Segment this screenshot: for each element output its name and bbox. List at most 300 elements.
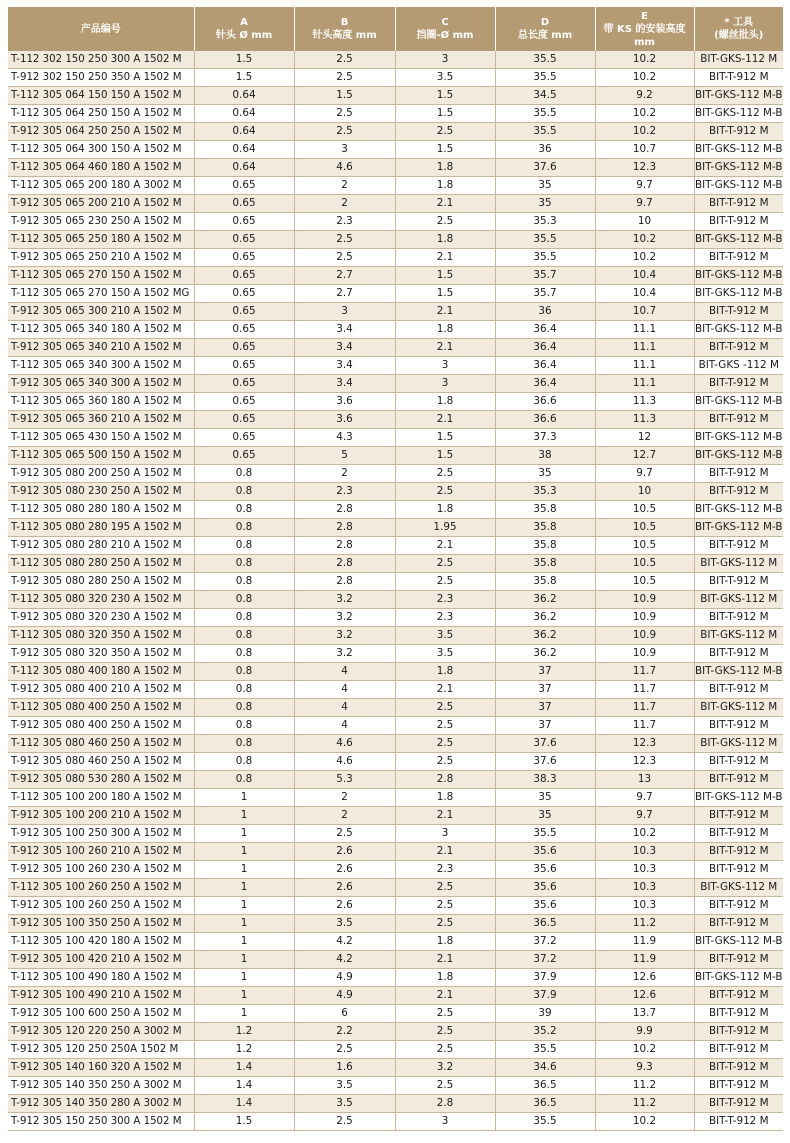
cell-needle-diameter: 1 xyxy=(194,969,294,987)
cell-collar-diameter: 2.5 xyxy=(395,555,495,573)
cell-needle-height: 5 xyxy=(294,447,395,465)
cell-tool: BIT-GKS-112 M xyxy=(694,627,783,645)
cell-product-code: T-112 305 080 320 230 A 1502 M xyxy=(8,591,194,609)
cell-needle-diameter: 0.8 xyxy=(194,591,294,609)
cell-total-length: 36.5 xyxy=(495,1077,595,1095)
cell-needle-height: 2 xyxy=(294,465,395,483)
cell-needle-height: 2.8 xyxy=(294,573,395,591)
table-row xyxy=(8,969,783,987)
cell-total-length: 36.4 xyxy=(495,321,595,339)
cell-collar-diameter: 3.5 xyxy=(395,645,495,663)
cell-install-height: 10 xyxy=(595,483,694,501)
cell-product-code: T-912 305 140 350 250 A 3002 M xyxy=(8,1077,194,1095)
cell-needle-diameter: 1 xyxy=(194,897,294,915)
cell-needle-height: 2 xyxy=(294,177,395,195)
table-row xyxy=(8,69,783,87)
cell-needle-height: 2.5 xyxy=(294,231,395,249)
cell-needle-height: 4 xyxy=(294,663,395,681)
cell-needle-height: 2.5 xyxy=(294,123,395,141)
table-row xyxy=(8,1005,783,1023)
cell-product-code: T-112 305 080 280 180 A 1502 M xyxy=(8,501,194,519)
cell-tool: BIT-GKS-112 M-B xyxy=(694,105,783,123)
cell-tool: BIT-GKS-112 M xyxy=(694,591,783,609)
cell-tool: BIT-T-912 M xyxy=(694,1041,783,1059)
table-row xyxy=(8,645,783,663)
cell-install-height: 10.5 xyxy=(595,555,694,573)
table-row xyxy=(8,411,783,429)
cell-needle-height: 3.6 xyxy=(294,393,395,411)
cell-needle-diameter: 1 xyxy=(194,861,294,879)
cell-needle-height: 2.2 xyxy=(294,1023,395,1041)
cell-install-height: 11.7 xyxy=(595,717,694,735)
cell-needle-height: 4.3 xyxy=(294,429,395,447)
cell-collar-diameter: 2.5 xyxy=(395,573,495,591)
cell-needle-height: 2.7 xyxy=(294,285,395,303)
cell-needle-diameter: 1 xyxy=(194,915,294,933)
cell-tool: BIT-T-912 M xyxy=(694,609,783,627)
table-row xyxy=(8,249,783,267)
table-row xyxy=(8,123,783,141)
cell-total-length: 35 xyxy=(495,789,595,807)
cell-tool: BIT-GKS-112 M-B xyxy=(694,933,783,951)
cell-needle-diameter: 1.5 xyxy=(194,1113,294,1131)
cell-needle-height: 2.6 xyxy=(294,879,395,897)
cell-tool: BIT-T-912 M xyxy=(694,681,783,699)
cell-needle-diameter: 1.4 xyxy=(194,1095,294,1113)
cell-install-height: 10.2 xyxy=(595,51,694,69)
cell-total-length: 37.9 xyxy=(495,987,595,1005)
table-row xyxy=(8,771,783,789)
cell-install-height: 10.3 xyxy=(595,897,694,915)
cell-needle-height: 3.5 xyxy=(294,1095,395,1113)
cell-tool: BIT-T-912 M xyxy=(694,195,783,213)
cell-product-code: T-912 305 100 260 230 A 1502 M xyxy=(8,861,194,879)
cell-product-code: T-912 302 150 250 350 A 1502 M xyxy=(8,69,194,87)
cell-tool: BIT-T-912 M xyxy=(694,645,783,663)
table-row xyxy=(8,1113,783,1131)
cell-needle-diameter: 0.65 xyxy=(194,411,294,429)
table-row xyxy=(8,465,783,483)
cell-needle-height: 2.5 xyxy=(294,1041,395,1059)
cell-product-code: T-912 305 100 490 210 A 1502 M xyxy=(8,987,194,1005)
cell-needle-height: 2.5 xyxy=(294,1113,395,1131)
cell-tool: BIT-GKS-112 M-B xyxy=(694,285,783,303)
cell-install-height: 10.5 xyxy=(595,519,694,537)
table-row xyxy=(8,555,783,573)
cell-product-code: T-112 305 065 430 150 A 1502 M xyxy=(8,429,194,447)
cell-needle-diameter: 0.8 xyxy=(194,555,294,573)
cell-product-code: T-912 305 150 250 300 A 1502 M xyxy=(8,1113,194,1131)
cell-total-length: 36.2 xyxy=(495,645,595,663)
cell-product-code: T-912 305 080 400 210 A 1502 M xyxy=(8,681,194,699)
cell-needle-diameter: 0.64 xyxy=(194,141,294,159)
cell-collar-diameter: 2.5 xyxy=(395,1077,495,1095)
cell-needle-diameter: 1.2 xyxy=(194,1023,294,1041)
cell-needle-height: 3.4 xyxy=(294,357,395,375)
cell-product-code: T-112 305 064 300 150 A 1502 M xyxy=(8,141,194,159)
cell-collar-diameter: 1.5 xyxy=(395,447,495,465)
cell-tool: BIT-GKS-112 M-B xyxy=(694,969,783,987)
cell-collar-diameter: 2.1 xyxy=(395,411,495,429)
cell-collar-diameter: 1.5 xyxy=(395,429,495,447)
cell-install-height: 12 xyxy=(595,429,694,447)
table-row xyxy=(8,1077,783,1095)
header-install-height: E 带 KS 的安装高度 mm xyxy=(595,7,694,51)
cell-total-length: 36 xyxy=(495,141,595,159)
cell-needle-height: 2.8 xyxy=(294,537,395,555)
cell-product-code: T-112 305 100 260 250 A 1502 M xyxy=(8,879,194,897)
cell-product-code: T-112 305 065 270 150 A 1502 M xyxy=(8,267,194,285)
cell-collar-diameter: 1.95 xyxy=(395,519,495,537)
cell-total-length: 35.3 xyxy=(495,213,595,231)
table-row xyxy=(8,357,783,375)
cell-needle-diameter: 0.8 xyxy=(194,645,294,663)
table-row xyxy=(8,303,783,321)
cell-needle-diameter: 1 xyxy=(194,789,294,807)
cell-total-length: 35.8 xyxy=(495,519,595,537)
cell-tool: BIT-GKS-112 M xyxy=(694,51,783,69)
cell-collar-diameter: 2.5 xyxy=(395,1023,495,1041)
cell-tool: BIT-GKS-112 M xyxy=(694,699,783,717)
cell-product-code: T-112 305 065 360 180 A 1502 M xyxy=(8,393,194,411)
cell-install-height: 12.7 xyxy=(595,447,694,465)
cell-needle-height: 2.5 xyxy=(294,825,395,843)
cell-needle-diameter: 0.65 xyxy=(194,177,294,195)
cell-product-code: T-912 305 065 300 210 A 1502 M xyxy=(8,303,194,321)
table-row xyxy=(8,177,783,195)
cell-needle-height: 3.2 xyxy=(294,627,395,645)
table-row xyxy=(8,861,783,879)
table-row xyxy=(8,591,783,609)
cell-install-height: 13.7 xyxy=(595,1005,694,1023)
cell-install-height: 9.3 xyxy=(595,1059,694,1077)
cell-needle-height: 2.5 xyxy=(294,51,395,69)
cell-total-length: 35.7 xyxy=(495,285,595,303)
cell-install-height: 11.2 xyxy=(595,1095,694,1113)
cell-tool: BIT-T-912 M xyxy=(694,411,783,429)
cell-collar-diameter: 1.5 xyxy=(395,141,495,159)
cell-product-code: T-112 305 080 400 180 A 1502 M xyxy=(8,663,194,681)
cell-tool: BIT-T-912 M xyxy=(694,807,783,825)
cell-needle-height: 4.2 xyxy=(294,933,395,951)
cell-collar-diameter: 2.1 xyxy=(395,987,495,1005)
cell-total-length: 35.7 xyxy=(495,267,595,285)
cell-collar-diameter: 1.8 xyxy=(395,969,495,987)
cell-product-code: T-912 305 100 260 250 A 1502 M xyxy=(8,897,194,915)
header-collar-diameter: C 挡圈-Ø mm xyxy=(395,7,495,51)
cell-needle-height: 2.8 xyxy=(294,501,395,519)
cell-collar-diameter: 2.8 xyxy=(395,771,495,789)
cell-tool: BIT-GKS-112 M-B xyxy=(694,447,783,465)
table-row xyxy=(8,285,783,303)
cell-total-length: 37 xyxy=(495,699,595,717)
cell-total-length: 37.6 xyxy=(495,753,595,771)
cell-product-code: T-912 305 100 350 250 A 1502 M xyxy=(8,915,194,933)
cell-collar-diameter: 1.8 xyxy=(395,321,495,339)
cell-needle-diameter: 0.8 xyxy=(194,483,294,501)
cell-needle-height: 4.9 xyxy=(294,969,395,987)
cell-total-length: 37.2 xyxy=(495,951,595,969)
table-row xyxy=(8,393,783,411)
cell-tool: BIT-GKS-112 M xyxy=(694,555,783,573)
cell-install-height: 11.7 xyxy=(595,699,694,717)
cell-tool: BIT-T-912 M xyxy=(694,375,783,393)
cell-collar-diameter: 2.5 xyxy=(395,465,495,483)
cell-product-code: T-912 305 080 400 250 A 1502 M xyxy=(8,717,194,735)
cell-tool: BIT-T-912 M xyxy=(694,339,783,357)
cell-needle-height: 3.2 xyxy=(294,645,395,663)
cell-collar-diameter: 2.5 xyxy=(395,753,495,771)
cell-needle-diameter: 0.65 xyxy=(194,285,294,303)
table-row xyxy=(8,1023,783,1041)
cell-collar-diameter: 2.5 xyxy=(395,123,495,141)
cell-needle-height: 2 xyxy=(294,195,395,213)
cell-tool: BIT-T-912 M xyxy=(694,573,783,591)
cell-tool: BIT-T-912 M xyxy=(694,123,783,141)
cell-total-length: 35 xyxy=(495,465,595,483)
table-row xyxy=(8,501,783,519)
cell-install-height: 10.4 xyxy=(595,285,694,303)
cell-product-code: T-912 305 100 200 210 A 1502 M xyxy=(8,807,194,825)
table-row xyxy=(8,735,783,753)
cell-needle-diameter: 0.65 xyxy=(194,357,294,375)
table-row xyxy=(8,753,783,771)
cell-collar-diameter: 3 xyxy=(395,1113,495,1131)
cell-total-length: 37.6 xyxy=(495,735,595,753)
cell-tool: BIT-GKS -112 M xyxy=(694,357,783,375)
table-row xyxy=(8,87,783,105)
cell-tool: BIT-T-912 M xyxy=(694,1059,783,1077)
table-row xyxy=(8,105,783,123)
cell-total-length: 35.5 xyxy=(495,69,595,87)
cell-install-height: 11.1 xyxy=(595,357,694,375)
table-row xyxy=(8,825,783,843)
cell-collar-diameter: 3 xyxy=(395,51,495,69)
cell-product-code: T-912 305 100 420 210 A 1502 M xyxy=(8,951,194,969)
cell-install-height: 10.2 xyxy=(595,825,694,843)
cell-needle-height: 3.4 xyxy=(294,321,395,339)
cell-total-length: 35.6 xyxy=(495,879,595,897)
cell-needle-diameter: 0.8 xyxy=(194,735,294,753)
cell-total-length: 36.5 xyxy=(495,1095,595,1113)
cell-tool: BIT-GKS-112 M-B xyxy=(694,663,783,681)
cell-collar-diameter: 2.5 xyxy=(395,897,495,915)
cell-install-height: 11.7 xyxy=(595,663,694,681)
cell-total-length: 35.8 xyxy=(495,555,595,573)
cell-collar-diameter: 1.8 xyxy=(395,393,495,411)
cell-collar-diameter: 1.8 xyxy=(395,177,495,195)
cell-needle-height: 2.3 xyxy=(294,213,395,231)
cell-needle-diameter: 1 xyxy=(194,807,294,825)
cell-needle-diameter: 1.5 xyxy=(194,69,294,87)
cell-total-length: 36.2 xyxy=(495,591,595,609)
cell-needle-diameter: 1 xyxy=(194,1005,294,1023)
cell-total-length: 37 xyxy=(495,717,595,735)
cell-total-length: 35.6 xyxy=(495,897,595,915)
cell-needle-diameter: 0.64 xyxy=(194,159,294,177)
cell-needle-diameter: 0.8 xyxy=(194,771,294,789)
cell-collar-diameter: 1.8 xyxy=(395,933,495,951)
cell-collar-diameter: 2.1 xyxy=(395,807,495,825)
cell-install-height: 10.4 xyxy=(595,267,694,285)
cell-tool: BIT-T-912 M xyxy=(694,753,783,771)
table-row xyxy=(8,231,783,249)
cell-collar-diameter: 1.5 xyxy=(395,285,495,303)
cell-needle-diameter: 0.64 xyxy=(194,123,294,141)
cell-needle-height: 3.4 xyxy=(294,339,395,357)
cell-tool: BIT-T-912 M xyxy=(694,825,783,843)
cell-collar-diameter: 3 xyxy=(395,825,495,843)
cell-product-code: T-912 305 100 600 250 A 1502 M xyxy=(8,1005,194,1023)
cell-install-height: 9.7 xyxy=(595,195,694,213)
cell-needle-height: 4 xyxy=(294,699,395,717)
cell-needle-height: 3.5 xyxy=(294,915,395,933)
cell-total-length: 36.5 xyxy=(495,915,595,933)
cell-install-height: 11.3 xyxy=(595,393,694,411)
cell-needle-diameter: 0.65 xyxy=(194,429,294,447)
cell-collar-diameter: 2.5 xyxy=(395,879,495,897)
cell-product-code: T-112 305 065 270 150 A 1502 MG xyxy=(8,285,194,303)
cell-install-height: 10.9 xyxy=(595,609,694,627)
cell-collar-diameter: 1.8 xyxy=(395,663,495,681)
table-row xyxy=(8,537,783,555)
cell-tool: BIT-GKS-112 M-B xyxy=(694,87,783,105)
cell-needle-height: 4.2 xyxy=(294,951,395,969)
table-row xyxy=(8,141,783,159)
cell-needle-height: 3 xyxy=(294,141,395,159)
cell-product-code: T-112 305 100 200 180 A 1502 M xyxy=(8,789,194,807)
cell-collar-diameter: 1.8 xyxy=(395,231,495,249)
cell-needle-height: 3.2 xyxy=(294,609,395,627)
cell-needle-diameter: 0.8 xyxy=(194,699,294,717)
header-needle-height: B 针头高度 mm xyxy=(294,7,395,51)
table-row xyxy=(8,267,783,285)
cell-total-length: 36.6 xyxy=(495,411,595,429)
cell-needle-height: 6 xyxy=(294,1005,395,1023)
cell-product-code: T-912 305 120 220 250 A 3002 M xyxy=(8,1023,194,1041)
cell-tool: BIT-T-912 M xyxy=(694,69,783,87)
cell-install-height: 13 xyxy=(595,771,694,789)
cell-total-length: 35.5 xyxy=(495,231,595,249)
table-row xyxy=(8,429,783,447)
cell-total-length: 34.5 xyxy=(495,87,595,105)
cell-collar-diameter: 2.8 xyxy=(395,1095,495,1113)
cell-collar-diameter: 3.2 xyxy=(395,1059,495,1077)
cell-needle-diameter: 0.65 xyxy=(194,375,294,393)
table-row xyxy=(8,1059,783,1077)
cell-needle-height: 2.5 xyxy=(294,249,395,267)
table-body xyxy=(8,51,783,1131)
cell-collar-diameter: 1.5 xyxy=(395,267,495,285)
cell-total-length: 35.5 xyxy=(495,1041,595,1059)
cell-install-height: 11.3 xyxy=(595,411,694,429)
cell-collar-diameter: 2.3 xyxy=(395,609,495,627)
cell-product-code: T-912 305 080 280 210 A 1502 M xyxy=(8,537,194,555)
cell-product-code: T-912 305 065 230 250 A 1502 M xyxy=(8,213,194,231)
cell-total-length: 36.4 xyxy=(495,357,595,375)
cell-needle-height: 4.6 xyxy=(294,159,395,177)
cell-total-length: 36.6 xyxy=(495,393,595,411)
cell-install-height: 11.9 xyxy=(595,933,694,951)
cell-install-height: 11.7 xyxy=(595,681,694,699)
cell-install-height: 11.2 xyxy=(595,915,694,933)
cell-product-code: T-912 305 120 250 250A 1502 M xyxy=(8,1041,194,1059)
cell-product-code: T-912 305 065 360 210 A 1502 M xyxy=(8,411,194,429)
cell-total-length: 35.8 xyxy=(495,573,595,591)
cell-install-height: 12.6 xyxy=(595,987,694,1005)
cell-product-code: T-112 305 080 280 250 A 1502 M xyxy=(8,555,194,573)
cell-needle-diameter: 1.4 xyxy=(194,1077,294,1095)
cell-needle-diameter: 0.65 xyxy=(194,321,294,339)
cell-needle-diameter: 0.64 xyxy=(194,105,294,123)
cell-needle-diameter: 0.64 xyxy=(194,87,294,105)
cell-tool: BIT-GKS-112 M-B xyxy=(694,231,783,249)
cell-product-code: T-112 305 065 250 180 A 1502 M xyxy=(8,231,194,249)
cell-needle-height: 5.3 xyxy=(294,771,395,789)
cell-tool: BIT-T-912 M xyxy=(694,717,783,735)
cell-needle-diameter: 0.8 xyxy=(194,753,294,771)
cell-tool: BIT-GKS-112 M-B xyxy=(694,789,783,807)
cell-install-height: 10 xyxy=(595,213,694,231)
cell-install-height: 10.2 xyxy=(595,1041,694,1059)
cell-needle-diameter: 0.65 xyxy=(194,195,294,213)
cell-needle-diameter: 0.8 xyxy=(194,609,294,627)
cell-total-length: 35.5 xyxy=(495,51,595,69)
table-row xyxy=(8,951,783,969)
cell-total-length: 35.6 xyxy=(495,843,595,861)
cell-tool: BIT-T-912 M xyxy=(694,1077,783,1095)
cell-product-code: T-112 305 080 320 350 A 1502 M xyxy=(8,627,194,645)
cell-collar-diameter: 2.1 xyxy=(395,303,495,321)
cell-needle-diameter: 1.5 xyxy=(194,51,294,69)
cell-needle-diameter: 0.8 xyxy=(194,627,294,645)
cell-total-length: 35.5 xyxy=(495,123,595,141)
cell-collar-diameter: 2.5 xyxy=(395,699,495,717)
cell-needle-diameter: 0.8 xyxy=(194,663,294,681)
table-row xyxy=(8,627,783,645)
header-tool: * 工具 (螺丝批头) xyxy=(694,7,783,51)
cell-needle-diameter: 0.65 xyxy=(194,213,294,231)
cell-total-length: 36.2 xyxy=(495,609,595,627)
cell-collar-diameter: 2.1 xyxy=(395,195,495,213)
cell-total-length: 35.8 xyxy=(495,537,595,555)
cell-total-length: 35.3 xyxy=(495,483,595,501)
cell-tool: BIT-T-912 M xyxy=(694,951,783,969)
cell-product-code: T-912 305 065 340 210 A 1502 M xyxy=(8,339,194,357)
table-row xyxy=(8,663,783,681)
cell-needle-height: 1.5 xyxy=(294,87,395,105)
cell-collar-diameter: 2.5 xyxy=(395,483,495,501)
cell-needle-height: 2.7 xyxy=(294,267,395,285)
cell-install-height: 10.9 xyxy=(595,591,694,609)
cell-product-code: T-912 305 140 350 280 A 3002 M xyxy=(8,1095,194,1113)
cell-product-code: T-912 305 100 250 300 A 1502 M xyxy=(8,825,194,843)
table-row xyxy=(8,195,783,213)
cell-collar-diameter: 1.5 xyxy=(395,105,495,123)
cell-tool: BIT-T-912 M xyxy=(694,483,783,501)
cell-total-length: 36.4 xyxy=(495,339,595,357)
cell-tool: BIT-T-912 M xyxy=(694,1095,783,1113)
cell-total-length: 39 xyxy=(495,1005,595,1023)
cell-product-code: T-912 305 065 340 300 A 1502 M xyxy=(8,375,194,393)
cell-total-length: 35.5 xyxy=(495,825,595,843)
cell-install-height: 12.3 xyxy=(595,753,694,771)
cell-needle-height: 2.6 xyxy=(294,843,395,861)
cell-needle-height: 4.6 xyxy=(294,735,395,753)
cell-total-length: 35 xyxy=(495,177,595,195)
cell-total-length: 38.3 xyxy=(495,771,595,789)
cell-needle-diameter: 0.65 xyxy=(194,231,294,249)
